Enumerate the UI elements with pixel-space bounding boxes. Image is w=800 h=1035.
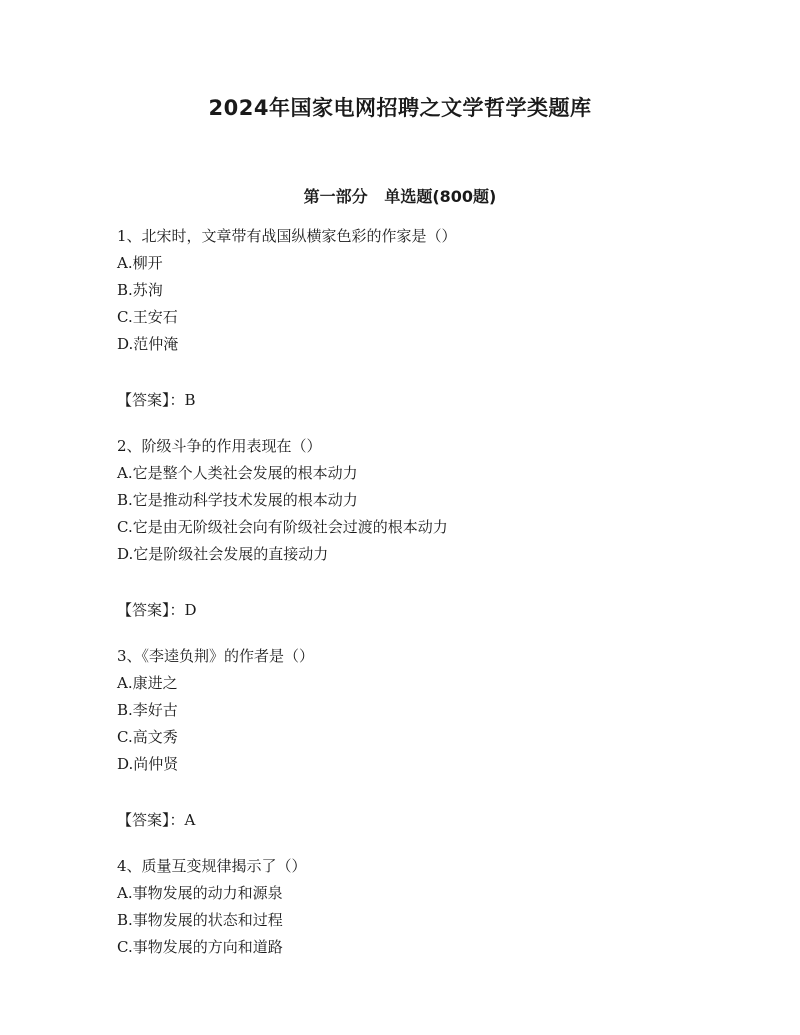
answer-line	[117, 387, 757, 414]
option-c: C.它是由无阶级社会向有阶级社会过渡的根本动力	[117, 518, 448, 536]
answer-value: B	[184, 391, 196, 409]
option-b: B.它是推动科学技术发展的根本动力	[117, 491, 358, 509]
section-title: 第一部分 单选题(800题)	[303, 187, 497, 206]
question-4	[117, 853, 757, 961]
option-d: D.它是阶级社会发展的直接动力	[117, 545, 329, 563]
option-c: C.事物发展的方向和道路	[117, 938, 283, 956]
answer-prefix: 【答案】：	[117, 391, 185, 409]
question-stem: 2、阶级斗争的作用表现在（）	[117, 437, 322, 455]
option-b: B.苏洵	[117, 281, 163, 299]
option-d: D.尚仲贤	[117, 755, 179, 773]
option-a: A.柳开	[117, 254, 163, 272]
option-b: B.事物发展的状态和过程	[117, 911, 283, 929]
question-stem: 3、《李逵负荆》的作者是（）	[117, 647, 315, 665]
answer-prefix: 【答案】：	[117, 811, 185, 829]
question-stem: 1、北宋时，文章带有战国纵横家色彩的作家是（）	[117, 227, 457, 245]
question-2	[117, 433, 757, 624]
option-a: A.康进之	[117, 674, 178, 692]
answer-line	[117, 597, 757, 624]
question-3	[117, 643, 757, 834]
answer-line	[117, 807, 757, 834]
question-list	[117, 223, 757, 961]
answer-value: A	[184, 811, 196, 829]
question-stem: 4、质量互变规律揭示了（）	[117, 857, 307, 875]
option-c: C.高文秀	[117, 728, 178, 746]
question-1	[117, 223, 757, 414]
document-title: 2024年国家电网招聘之文学哲学类题库	[208, 96, 592, 120]
option-d: D.范仲淹	[117, 335, 179, 353]
answer-prefix: 【答案】：	[117, 601, 185, 619]
option-b: B.李好古	[117, 701, 178, 719]
answer-value: D	[184, 601, 197, 619]
option-a: A.事物发展的动力和源泉	[117, 884, 283, 902]
option-c: C.王安石	[117, 308, 178, 326]
option-a: A.它是整个人类社会发展的根本动力	[117, 464, 358, 482]
